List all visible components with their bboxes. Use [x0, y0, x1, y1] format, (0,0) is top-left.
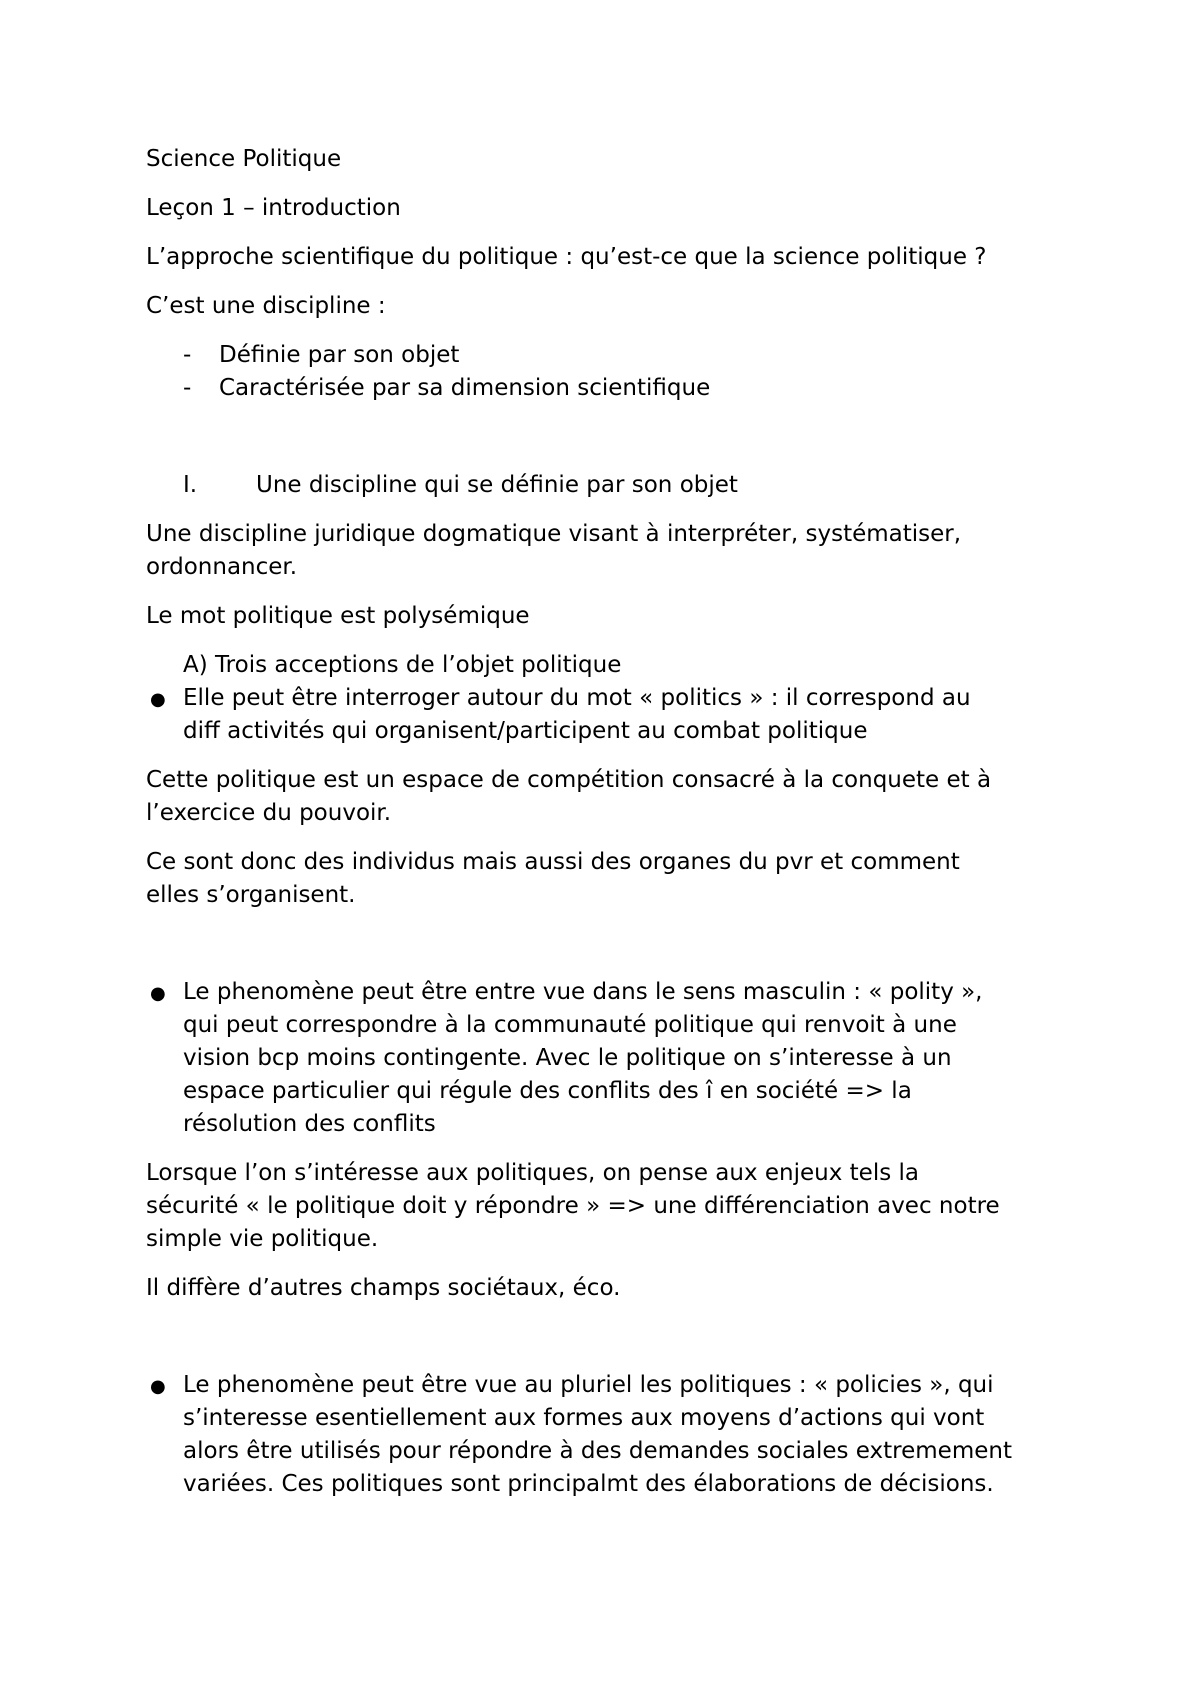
bullet-icon: ● — [150, 983, 166, 1004]
paragraph-line: Cette politique est un espace de compétition consacré à la conquete et à — [146, 767, 992, 793]
paragraph-line: elles s’organisent. — [146, 882, 356, 908]
paragraph-line: Une discipline juridique dogmatique visant à interpréter, systématiser, — [146, 521, 962, 547]
paragraph-line: Lorsque l’on s’intéresse aux politiques, on pense aux enjeux tels la — [146, 1160, 919, 1186]
paragraph-line: Le mot politique est polysémique — [146, 603, 530, 629]
bullet-line: s’interesse esentiellement aux formes aux moyens d’actions qui vont — [183, 1405, 985, 1431]
subsection-heading: A) Trois acceptions de l’objet politique — [183, 652, 622, 678]
bullet-line: Le phenomène peut être vue au pluriel les politiques : « policies », qui — [183, 1372, 994, 1398]
bullet-line: Elle peut être interroger autour du mot « politics » : il correspond au — [183, 685, 971, 711]
paragraph-line: simple vie politique. — [146, 1226, 379, 1252]
question-line: L’approche scientifique du politique : qu’est-ce que la science politique ? — [146, 244, 987, 270]
paragraph-line: Ce sont donc des individus mais aussi des organes du pvr et comment — [146, 849, 960, 875]
bullet-line: résolution des conflits — [183, 1111, 436, 1137]
paragraph-line: Il diffère d’autres champs sociétaux, éco. — [146, 1275, 621, 1301]
bullet-line: variées. Ces politiques sont principalmt des élaborations de décisions. — [183, 1471, 994, 1497]
intro-line: C’est une discipline : — [146, 293, 386, 319]
paragraph-line: ordonnancer. — [146, 554, 298, 580]
bullet-icon: ● — [150, 1376, 166, 1397]
dash-marker: - — [183, 375, 192, 401]
lesson-heading: Leçon 1 – introduction — [146, 195, 401, 221]
paragraph-line: sécurité « le politique doit y répondre » => une différenciation avec notre — [146, 1193, 1000, 1219]
dash-item-1: Définie par son objet — [219, 342, 460, 368]
dash-item-2: Caractérisée par sa dimension scientifique — [219, 375, 711, 401]
bullet-line: Le phenomène peut être entre vue dans le sens masculin : « polity », — [183, 979, 983, 1005]
bullet-line: espace particulier qui régule des conflits des î en société => la — [183, 1078, 912, 1104]
section-number: I. — [183, 472, 198, 498]
paragraph-line: l’exercice du pouvoir. — [146, 800, 392, 826]
dash-marker: - — [183, 342, 192, 368]
document-title: Science Politique — [146, 146, 342, 172]
section-title: Une discipline qui se définie par son objet — [256, 472, 738, 498]
bullet-line: diff activités qui organisent/participent au combat politique — [183, 718, 868, 744]
bullet-line: vision bcp moins contingente. Avec le politique on s’interesse à un — [183, 1045, 952, 1071]
bullet-line: alors être utilisés pour répondre à des demandes sociales extremement — [183, 1438, 1012, 1464]
bullet-line: qui peut correspondre à la communauté politique qui renvoit à une — [183, 1012, 957, 1038]
bullet-icon: ● — [150, 689, 166, 710]
